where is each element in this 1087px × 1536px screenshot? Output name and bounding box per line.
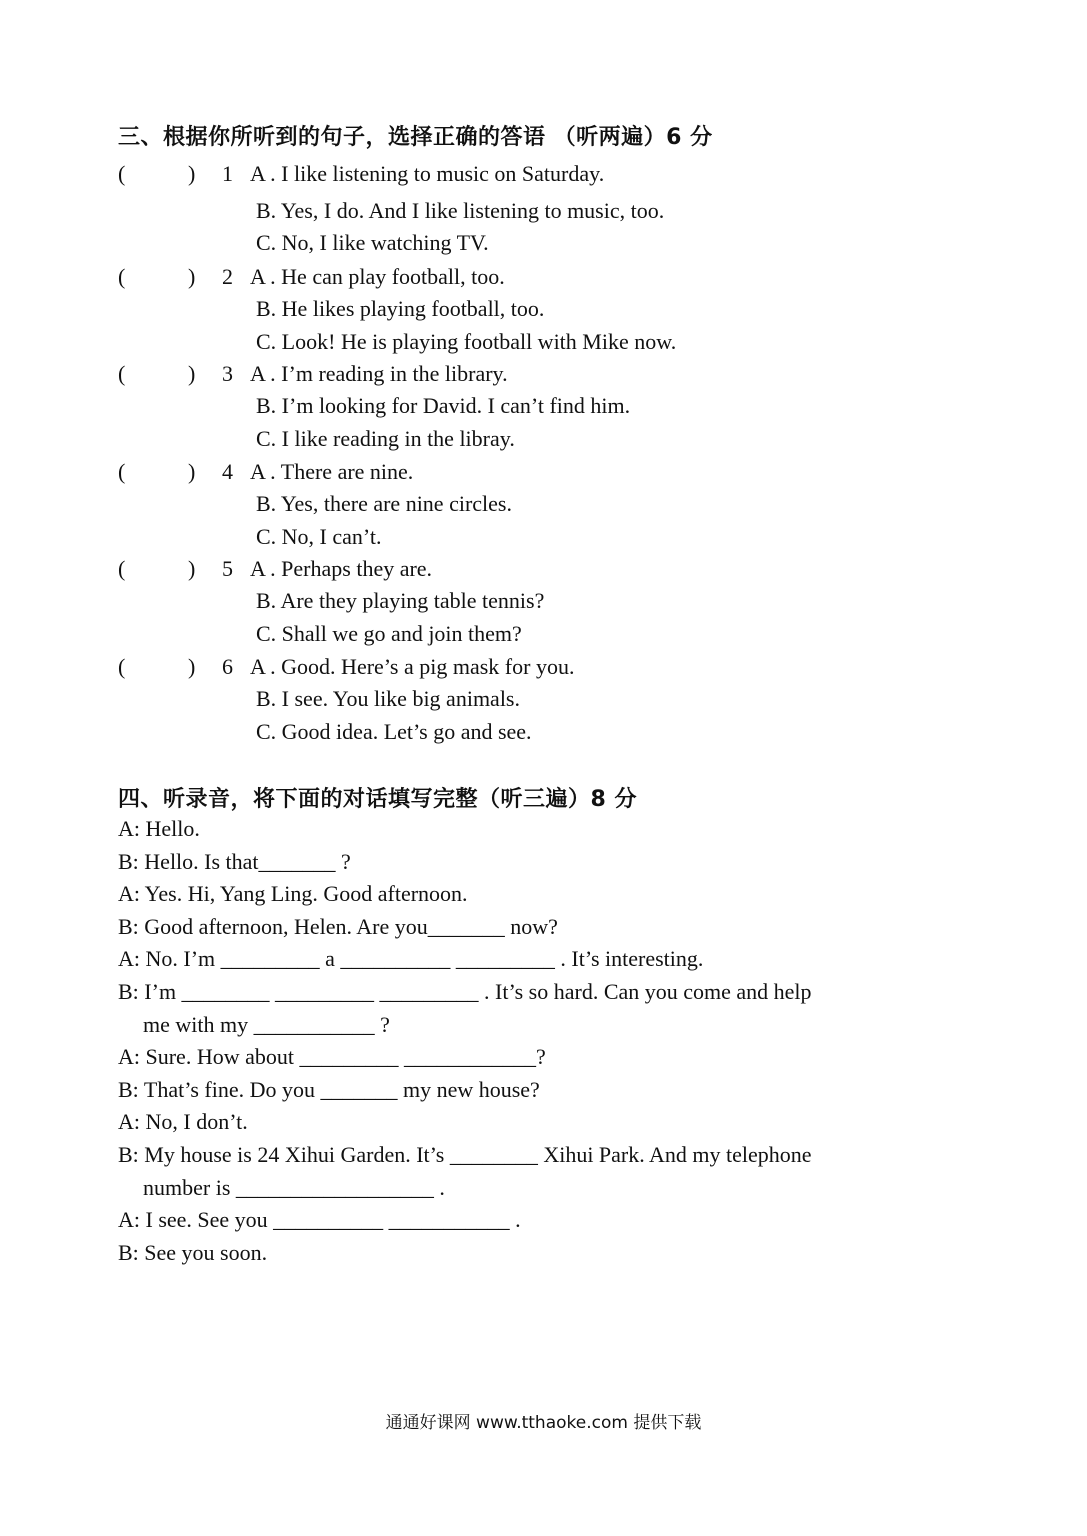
dialogue-line-continuation: number is __________________ . bbox=[143, 1174, 445, 1200]
answer-paren-close: ) bbox=[188, 161, 196, 186]
dialogue-line: A: Hello. bbox=[118, 816, 200, 841]
option-b: B. Yes, there are nine circles. bbox=[256, 491, 512, 516]
section3-title: 三、根据你所听到的句子，选择正确的答语 （听两遍）6 分 bbox=[118, 125, 713, 150]
dialogue-line: B: That’s fine. Do you _______ my new house? bbox=[118, 1076, 540, 1102]
dialogue-line: A: No. I’m _________ a __________ _________ . It’s interesting. bbox=[118, 946, 704, 972]
question-number: 6 bbox=[222, 654, 233, 679]
dialogue-line: B: My house is 24 Xihui Garden. It’s ________ Xihui Park. And my telephone bbox=[118, 1142, 812, 1167]
answer-paren-open[interactable]: ( bbox=[118, 556, 126, 581]
option-c: C. No, I like watching TV. bbox=[256, 230, 489, 255]
dialogue-line: A: Sure. How about _________ ____________? bbox=[118, 1044, 546, 1070]
dialogue-line: B: Good afternoon, Helen. Are you_______ now? bbox=[118, 913, 558, 939]
option-b: B. I see. You like big animals. bbox=[256, 686, 520, 711]
dialogue-line: A: Yes. Hi, Yang Ling. Good afternoon. bbox=[118, 881, 468, 907]
option-b: B. Are they playing table tennis? bbox=[256, 588, 545, 613]
option-a: A . Perhaps they are. bbox=[250, 556, 433, 581]
option-b: B. I’m looking for David. I can’t find him. bbox=[256, 393, 631, 418]
option-a: A . I’m reading in the library. bbox=[250, 361, 508, 386]
answer-paren-close: ) bbox=[188, 654, 196, 679]
dialogue-line: A: I see. See you __________ ___________ . bbox=[118, 1207, 521, 1233]
dialogue-line: B: Hello. Is that_______ ? bbox=[118, 848, 351, 874]
answer-paren-open[interactable]: ( bbox=[118, 459, 126, 484]
option-b: B. Yes, I do. And I like listening to music, too. bbox=[256, 198, 665, 223]
question-number: 5 bbox=[222, 556, 233, 581]
option-c: C. I like reading in the libray. bbox=[256, 426, 515, 451]
dialogue-line: A: No, I don’t. bbox=[118, 1109, 248, 1135]
answer-paren-close: ) bbox=[188, 264, 196, 289]
answer-paren-close: ) bbox=[188, 556, 196, 581]
option-c: C. Shall we go and join them? bbox=[256, 621, 522, 646]
option-c: C. Good idea. Let’s go and see. bbox=[256, 719, 532, 744]
question-number: 3 bbox=[222, 361, 233, 386]
dialogue-line: B: See you soon. bbox=[118, 1239, 268, 1265]
option-a: A . There are nine. bbox=[250, 459, 414, 484]
question-number: 2 bbox=[222, 264, 233, 289]
answer-paren-open[interactable]: ( bbox=[118, 264, 126, 289]
option-a: A . I like listening to music on Saturday. bbox=[250, 161, 605, 186]
footer-text: 通通好课网 www.tthaoke.com 提供下载 bbox=[385, 1413, 702, 1433]
answer-paren-close: ) bbox=[188, 361, 196, 386]
answer-paren-close: ) bbox=[188, 459, 196, 484]
answer-paren-open[interactable]: ( bbox=[118, 654, 126, 679]
dialogue-line-continuation: me with my ___________ ? bbox=[143, 1011, 390, 1037]
question-number: 4 bbox=[222, 459, 233, 484]
answer-paren-open[interactable]: ( bbox=[118, 161, 126, 186]
option-a: A . He can play football, too. bbox=[250, 264, 505, 289]
dialogue-line: B: I’m ________ _________ _________ . It’s so hard. Can you come and help bbox=[118, 979, 812, 1004]
option-b: B. He likes playing football, too. bbox=[256, 296, 545, 321]
option-c: C. No, I can’t. bbox=[256, 524, 382, 549]
option-a: A . Good. Here’s a pig mask for you. bbox=[250, 654, 575, 679]
section4-title: 四、听录音，将下面的对话填写完整（听三遍）8 分 bbox=[118, 787, 637, 812]
question-number: 1 bbox=[222, 161, 233, 186]
option-c: C. Look! He is playing football with Mike now. bbox=[256, 329, 677, 354]
answer-paren-open[interactable]: ( bbox=[118, 361, 126, 386]
